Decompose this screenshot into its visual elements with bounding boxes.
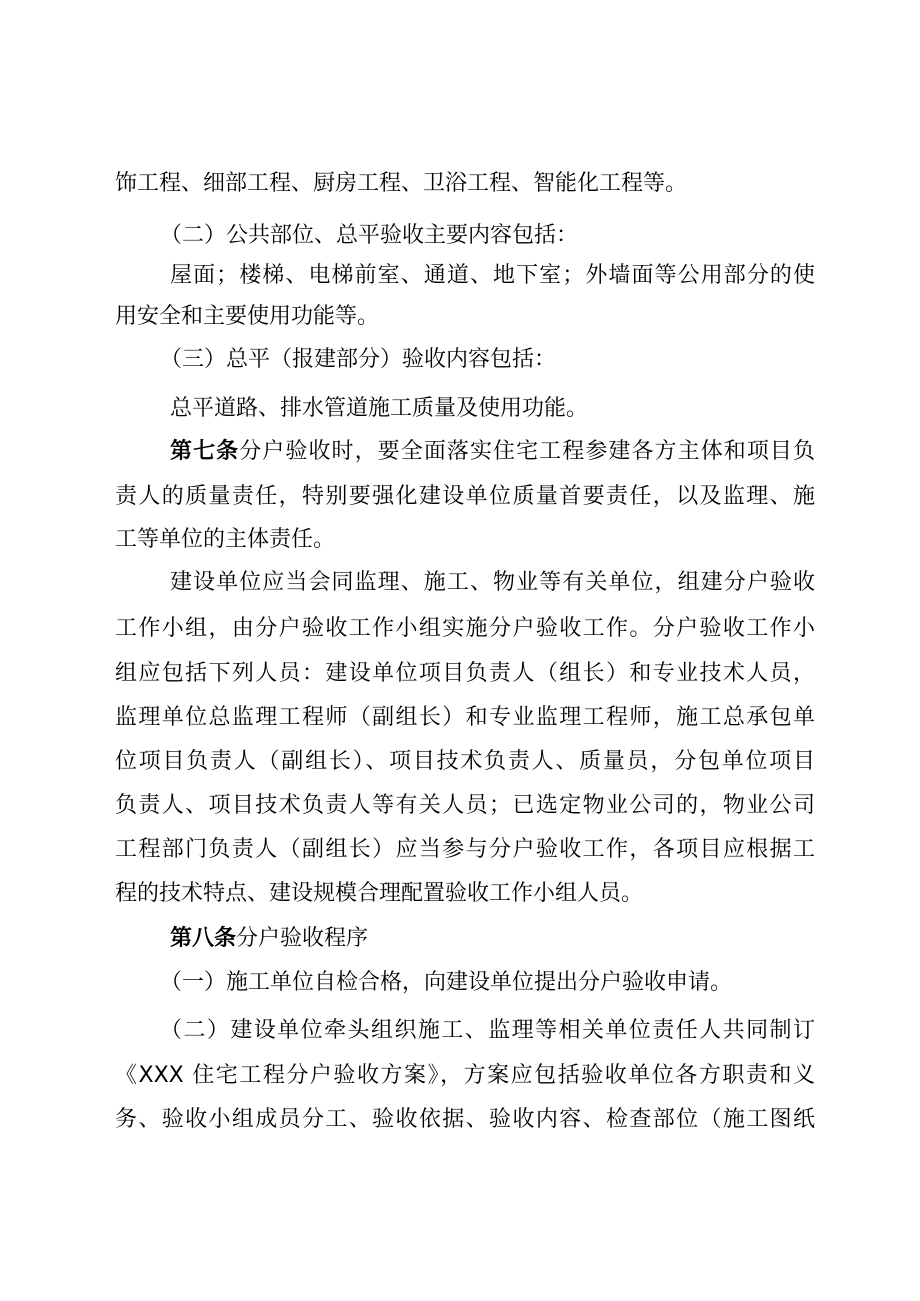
- article-number: 第八条: [170, 926, 237, 951]
- body-line: [115, 164, 815, 204]
- body-line: [115, 477, 815, 517]
- line-text: （三）总平（报建部分）验收内容包括：: [160, 347, 557, 372]
- body-line: [115, 520, 815, 560]
- line-text: 工作小组，由分户验收工作小组实施分户验收工作。分户验收工作小: [115, 616, 815, 641]
- section-heading: [160, 216, 815, 256]
- line-text: 建设单位应当会同监理、施工、物业等有关单位，组建分户验收: [170, 570, 815, 595]
- line-text: 《XXX 住宅工程分户验收方案》，方案应包括验收单位各方职责和义: [115, 1063, 815, 1088]
- line-text: 分户验收程序: [236, 926, 369, 951]
- article-heading-line: [170, 919, 815, 959]
- body-line: [115, 297, 815, 337]
- line-text: 工程部门负责人（副组长）应当参与分户验收工作，各项目应根据工: [115, 837, 815, 862]
- body-line: [170, 256, 815, 296]
- body-line: [115, 874, 815, 914]
- line-text: 屋面；楼梯、电梯前室、通道、地下室；外墙面等公用部分的使: [170, 263, 815, 288]
- line-text: 负责人、项目技术负责人等有关人员；已选定物业公司的，物业公司: [115, 793, 815, 818]
- body-line: [115, 786, 815, 826]
- body-line: [115, 830, 815, 870]
- body-line: [170, 563, 815, 603]
- line-text: 组应包括下列人员：建设单位项目负责人（组长）和专业技术人员，: [115, 661, 815, 686]
- numbered-item: [160, 963, 815, 1003]
- line-text: 监理单位总监理工程师（副组长）和专业监理工程师，施工总承包单: [115, 705, 815, 730]
- line-text: （一）施工单位自检合格，向建设单位提出分户验收申请。: [160, 970, 733, 995]
- body-line: [115, 742, 815, 782]
- body-line: [170, 389, 815, 429]
- line-text: 用安全和主要使用功能等。: [115, 304, 380, 329]
- numbered-item: [160, 1011, 815, 1051]
- body-line: [115, 1056, 815, 1096]
- line-text: 程的技术特点、建设规模合理配置验收工作小组人员。: [115, 881, 644, 906]
- body-line: [115, 654, 815, 694]
- line-text: 责人的质量责任，特别要强化建设单位质量首要责任，以及监理、施: [115, 484, 815, 509]
- body-line: [115, 609, 815, 649]
- line-text: （二）建设单位牵头组织施工、监理等相关单位责任人共同制订: [160, 1018, 815, 1043]
- body-line: [115, 698, 815, 738]
- section-heading: [160, 340, 815, 380]
- line-text: 工等单位的主体责任。: [115, 527, 336, 552]
- line-text: 务、验收小组成员分工、验收依据、验收内容、检查部位（施工图纸: [115, 1107, 815, 1132]
- article-number: 第七条: [170, 439, 240, 464]
- line-text: 饰工程、细部工程、厨房工程、卫浴工程、智能化工程等。: [115, 171, 688, 196]
- body-line: [115, 1100, 815, 1140]
- line-text: （二）公共部位、总平验收主要内容包括：: [160, 223, 579, 248]
- line-text: 分户验收时，要全面落实住宅工程参建各方主体和项目负: [239, 439, 815, 464]
- line-text: 总平道路、排水管道施工质量及使用功能。: [170, 396, 589, 421]
- article-heading-line: [170, 432, 815, 472]
- line-text: 位项目负责人（副组长）、项目技术负责人、质量员，分包单位项目: [115, 749, 815, 774]
